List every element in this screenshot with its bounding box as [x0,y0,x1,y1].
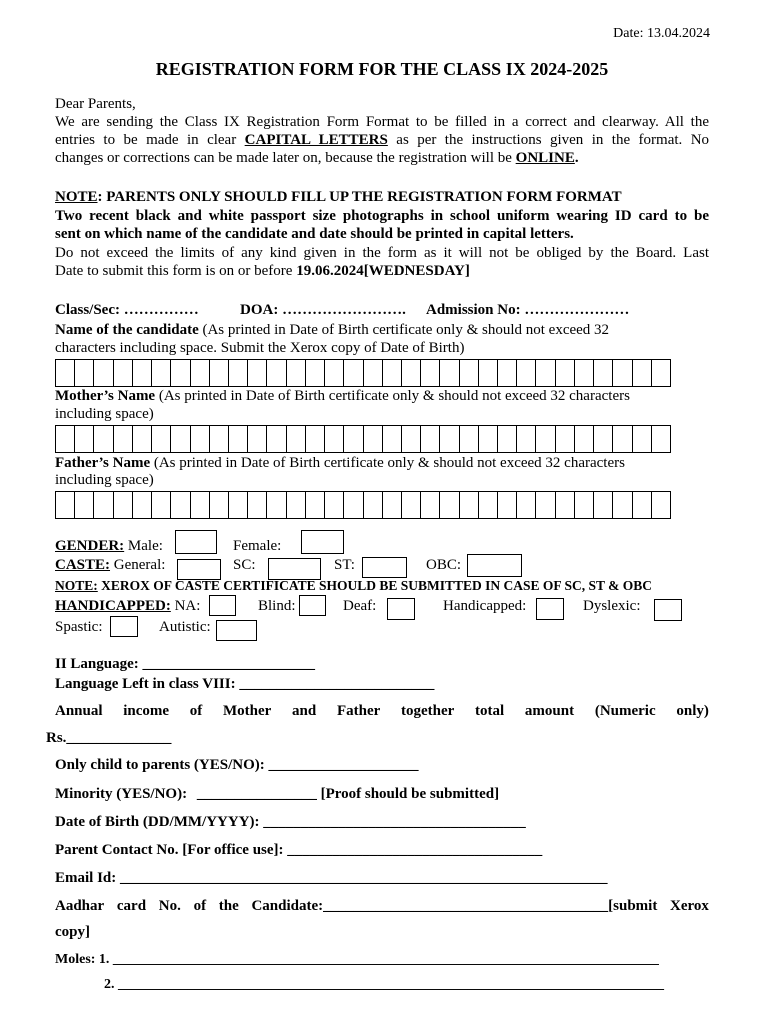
letter-box[interactable] [267,426,286,452]
letter-box[interactable] [133,426,152,452]
letter-box[interactable] [75,360,94,386]
parent-contact-field[interactable]: Parent Contact No. [For office use]: __________________________________ [55,842,543,858]
intro-line-3 [55,150,579,167]
only-child-field[interactable]: Only child to parents (YES/NO): ____________________ [55,757,419,773]
letter-box[interactable] [440,360,459,386]
letter-box[interactable] [248,360,267,386]
letter-box[interactable] [479,360,498,386]
letter-box[interactable] [575,492,594,518]
intro-line-1: We are sending the Class IX Registration Form Format to be filled in a correct and clearway. All the [55,114,709,130]
male-label: Male: [127,538,163,554]
autistic-checkbox[interactable] [216,620,257,641]
aadhar-word: the [218,898,239,914]
mother-name-grid[interactable] [55,425,671,453]
deaf-label: Deaf: [343,598,377,614]
letter-box[interactable] [613,360,632,386]
dob-field[interactable]: Date of Birth (DD/MM/YYYY): ___________________________________ [55,814,526,830]
letter-box[interactable] [171,492,190,518]
letter-box[interactable] [191,492,210,518]
label-text: Father’s Name [55,455,151,471]
letter-box[interactable] [594,360,613,386]
limit-text: Date to submit this form is on or before [55,263,293,279]
letter-box[interactable] [75,492,94,518]
obc-label: OBC: [426,557,462,573]
letter-box[interactable] [152,492,171,518]
letter-box[interactable] [460,492,479,518]
hint-text: (As printed in Date of Birth certificate only & should not exceed 32 characters [153,455,625,471]
caste-note [55,578,652,594]
letter-box[interactable] [479,492,498,518]
handicapped-type-label: Handicapped: [443,598,527,614]
general-label: General: [113,557,166,573]
note-label: NOTE [55,189,98,205]
aadhar-word: of [193,898,207,914]
income-word: Annual [55,703,103,719]
handicapped-checkbox[interactable] [536,598,564,620]
candidate-name-label [55,322,609,339]
blind-checkbox[interactable] [299,595,326,616]
limit-instruction-1: Do not exceed the limits of any kind given in the form as it will not be obliged by the Board. Last [55,245,709,261]
doa-field[interactable]: DOA: ……………………. [240,302,406,318]
aadhar-word: Xerox [670,898,709,914]
letter-box[interactable] [325,492,344,518]
letter-box[interactable] [152,426,171,452]
income-word: together [401,703,455,719]
hint-text: (As printed in Date of Birth certificate only & should not exceed 32 [202,322,610,338]
letter-box[interactable] [498,492,517,518]
letter-box[interactable] [421,492,440,518]
gender-row [55,538,163,555]
email-field[interactable]: Email Id: _________________________________________________________________ [55,870,608,886]
caste-label: CASTE: [55,557,111,573]
letter-box[interactable] [152,360,171,386]
letter-box[interactable] [229,426,248,452]
last-date: 19.06.2024[WEDNESDAY] [296,263,470,279]
moles-field-2[interactable]: 2. ______________________________________________________________________________ [104,977,664,992]
letter-box[interactable] [440,426,459,452]
capital-letters-emphasis: CAPITAL LETTERS [244,132,388,148]
caste-row [55,557,165,574]
letter-box[interactable] [460,426,479,452]
income-word: and [292,703,317,719]
letter-box[interactable] [498,360,517,386]
father-name-hint: including space) [55,472,154,488]
letter-box[interactable] [536,360,555,386]
na-label: NA: [174,598,201,614]
letter-box[interactable] [652,360,670,386]
general-checkbox[interactable] [177,559,221,580]
letter-box[interactable] [383,492,402,518]
intro-text: entries to be made in clear [55,132,237,148]
letter-box[interactable] [344,492,363,518]
letter-box[interactable] [210,492,229,518]
letter-box[interactable] [75,426,94,452]
dyslexic-label: Dyslexic: [583,598,641,614]
aadhar-word: No. [158,898,181,914]
letter-box[interactable] [517,360,536,386]
letter-box[interactable] [191,360,210,386]
letter-box[interactable] [556,492,575,518]
letter-box[interactable] [94,492,113,518]
letter-box[interactable] [594,492,613,518]
note-label: NOTE: [55,578,98,593]
mother-name-hint: including space) [55,406,154,422]
letter-box[interactable] [633,426,652,452]
intro-text: . [574,150,579,166]
income-word: (Numeric [594,703,656,719]
letter-box[interactable] [267,360,286,386]
letter-box[interactable] [229,360,248,386]
letter-box[interactable] [114,426,133,452]
letter-box[interactable] [56,492,75,518]
income-word: income [123,703,170,719]
female-checkbox[interactable] [301,530,344,554]
letter-box[interactable] [94,426,113,452]
note-text: : PARENTS ONLY SHOULD FILL UP THE REGISTRATION FORM FORMAT [97,189,622,205]
letter-box[interactable] [133,492,152,518]
letter-box[interactable] [364,360,383,386]
letter-box[interactable] [364,426,383,452]
mother-name-label [55,388,630,405]
minority-proof-note: [Proof should be submitted] [320,786,500,802]
letter-box[interactable] [114,492,133,518]
letter-box[interactable] [229,492,248,518]
letter-box[interactable] [613,426,632,452]
st-label: ST: [334,557,355,573]
letter-box[interactable] [479,426,498,452]
letter-box[interactable] [191,426,210,452]
letter-box[interactable] [306,360,325,386]
letter-box[interactable] [210,360,229,386]
online-emphasis: ONLINE [515,150,575,166]
minority-row [55,786,499,803]
photo-instruction-1: Two recent black and white passport size photographs in school uniform wearing ID card to be [55,208,709,224]
annual-income-field[interactable]: Rs.______________ [46,730,172,746]
letter-box[interactable] [344,426,363,452]
admission-no-field[interactable]: Admission No: ………………… [426,302,630,318]
minority-label: Minority (YES/NO): [55,786,188,802]
letter-box[interactable] [556,360,575,386]
intro-text: changes or corrections can be made later on, because the registration will be [55,150,512,166]
intro-text: as per the instructions given in the format. No [396,132,710,148]
obc-checkbox[interactable] [467,554,522,577]
aadhar-word: Candidate:______________________________________[submit [251,898,658,914]
candidate-name-grid[interactable] [55,359,671,387]
income-word: amount [524,703,575,719]
letter-box[interactable] [402,360,421,386]
blind-label: Blind: [258,598,296,614]
candidate-name-hint: characters including space. Submit the Xerox copy of Date of Birth) [55,340,465,356]
gender-label: GENDER: [55,538,125,554]
income-word: Mother [223,703,272,719]
letter-box[interactable] [536,426,555,452]
st-checkbox[interactable] [362,557,407,578]
autistic-label: Autistic: [159,619,211,635]
letter-box[interactable] [652,426,670,452]
letter-box[interactable] [210,426,229,452]
letter-box[interactable] [325,426,344,452]
letter-box[interactable] [402,492,421,518]
letter-box[interactable] [171,426,190,452]
income-word: only) [676,703,709,719]
letter-box[interactable] [402,426,421,452]
letter-box[interactable] [613,492,632,518]
handicapped-row [55,598,200,615]
form-title: REGISTRATION FORM FOR THE CLASS IX 2024-2025 [155,59,609,79]
letter-box[interactable] [114,360,133,386]
letter-box[interactable] [267,492,286,518]
letter-box[interactable] [306,426,325,452]
letter-box[interactable] [94,360,113,386]
note-text: XEROX OF CASTE CERTIFICATE SHOULD BE SUBMITTED IN CASE OF SC, ST & OBC [101,578,653,593]
letter-box[interactable] [556,426,575,452]
letter-box[interactable] [248,426,267,452]
intro-line-2 [55,132,709,149]
language-left-field[interactable]: Language Left in class VIII: __________________________ [55,676,435,692]
salutation: Dear Parents, [55,96,136,112]
letter-box[interactable] [575,426,594,452]
minority-field[interactable]: ________________ [196,786,317,802]
limit-instruction-2 [55,263,470,280]
moles-field-1[interactable]: Moles: 1. ______________________________________________________________________________ [55,952,659,967]
income-word: total [475,703,505,719]
letter-box[interactable] [287,426,306,452]
label-text: Mother’s Name [55,388,156,404]
letter-box[interactable] [575,360,594,386]
letter-box[interactable] [633,492,652,518]
letter-box[interactable] [498,426,517,452]
letter-box[interactable] [536,492,555,518]
letter-box[interactable] [383,360,402,386]
hint-text: (As printed in Date of Birth certificate only & should not exceed 32 characters [158,388,630,404]
letter-box[interactable] [306,492,325,518]
letter-box[interactable] [517,426,536,452]
letter-box[interactable] [325,360,344,386]
female-label: Female: [233,538,282,554]
photo-instruction-2: sent on which name of the candidate and date should be printed in capital letters. [55,226,574,242]
letter-box[interactable] [133,360,152,386]
aadhar-word: Aadhar [55,898,105,914]
letter-box[interactable] [171,360,190,386]
spastic-label: Spastic: [55,619,103,635]
handicapped-label: HANDICAPPED: [55,598,171,614]
letter-box[interactable] [364,492,383,518]
letter-box[interactable] [421,426,440,452]
father-name-grid[interactable] [55,491,671,519]
date-line: Date: 13.04.2024 [613,26,710,41]
dyslexic-checkbox[interactable] [654,599,682,621]
na-checkbox[interactable] [209,595,236,616]
note-heading [55,189,622,206]
deaf-checkbox[interactable] [387,598,415,620]
letter-box[interactable] [344,360,363,386]
letter-box[interactable] [633,360,652,386]
letter-box[interactable] [594,426,613,452]
income-word: of [189,703,203,719]
income-word: Father [336,703,381,719]
aadhar-field[interactable] [55,898,709,915]
letter-box[interactable] [421,360,440,386]
male-checkbox[interactable] [175,530,217,554]
letter-box[interactable] [517,492,536,518]
annual-income-label [55,703,709,720]
sc-label: SC: [233,557,256,573]
letter-box[interactable] [56,360,75,386]
letter-box[interactable] [440,492,459,518]
aadhar-copy-note: copy] [55,924,90,940]
sc-checkbox[interactable] [268,558,321,580]
letter-box[interactable] [56,426,75,452]
spastic-checkbox[interactable] [110,616,138,637]
letter-box[interactable] [652,492,670,518]
class-sec-field[interactable]: Class/Sec: …………… [55,302,199,318]
letter-box[interactable] [287,492,306,518]
letter-box[interactable] [287,360,306,386]
letter-box[interactable] [460,360,479,386]
aadhar-word: card [116,898,147,914]
label-text: Name of the candidate [55,322,199,338]
letter-box[interactable] [248,492,267,518]
letter-box[interactable] [383,426,402,452]
second-language-field[interactable]: II Language: _______________________ [55,656,316,672]
father-name-label [55,455,625,472]
